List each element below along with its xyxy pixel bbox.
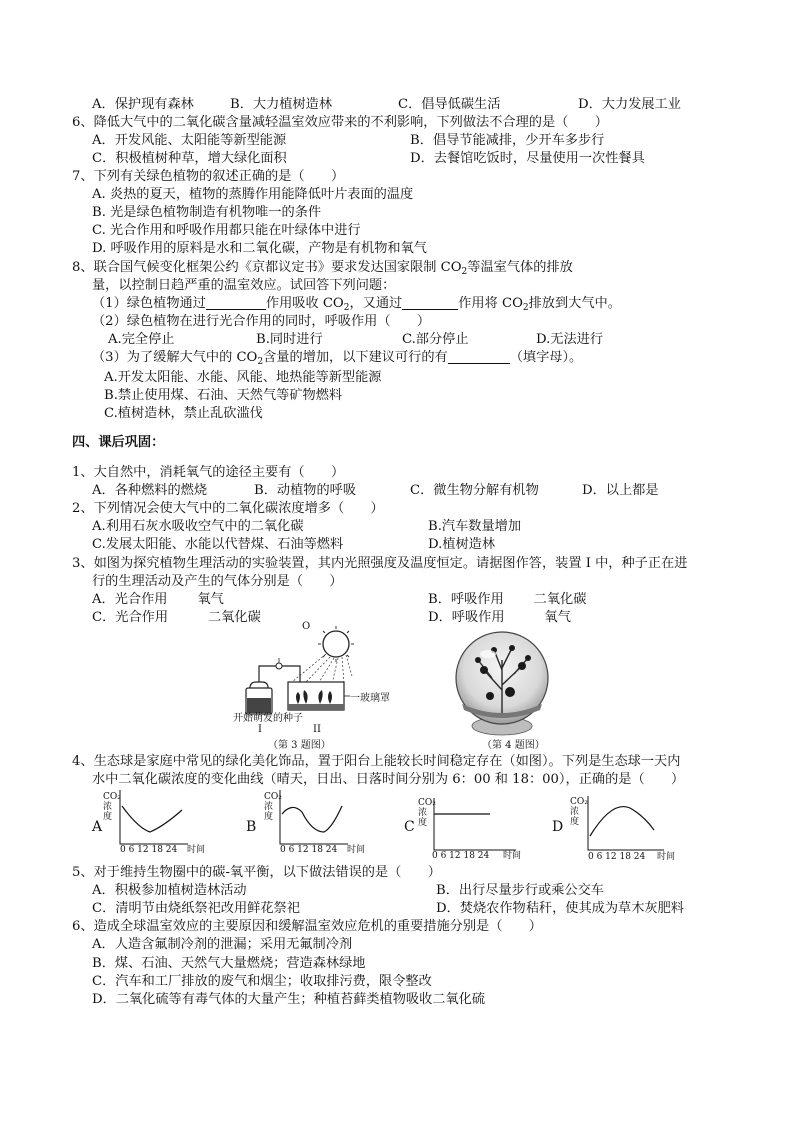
q8-blank-2[interactable] xyxy=(402,295,458,310)
graph-b-letter: B xyxy=(246,819,257,835)
graph-b-ylabel: CO₂ 浓 度 xyxy=(264,792,282,822)
r3-option-d: D．呼吸作用 氧气 xyxy=(428,610,571,625)
graph-d-ylabel: CO₂ 浓 度 xyxy=(570,797,588,827)
graph-c-xlabel: 时间 xyxy=(503,851,522,861)
fig4-caption: （第 4 题图） xyxy=(482,740,545,751)
graph-a-plot xyxy=(116,788,192,850)
r4-stem-line2: 水中二氧化碳浓度的变化曲线（晴天，日出、日落时间分别为 6：00 和 18：00），正确的是（ ） xyxy=(92,772,685,787)
graph-a-ylabel: CO₂ 浓 度 xyxy=(103,792,121,822)
graph-a-xlabel: 时间 xyxy=(187,845,206,855)
q7-option-a: A. 炎热的夏天，植物的蒸腾作用能降低叶片表面的温度 xyxy=(92,187,414,202)
r3-stem-line1: 3、如图为探究植物生理活动的实验装置，其内光照强度及温度恒定。请据图作答，装置 I 中，种子正在进 xyxy=(72,556,688,571)
q8-part3-option-c: C.植树造林，禁止乱砍滥伐 xyxy=(104,406,263,421)
fig3-caption: （第 3 题图） xyxy=(268,740,331,751)
r6-stem: 6、造成全球温室效应的主要原因和缓解温室效应危机的重要措施分别是（ ） xyxy=(72,919,542,934)
figure-4-eco-sphere xyxy=(452,630,552,736)
r1-stem: 1、大自然中，消耗氧气的途径主要有（ ） xyxy=(72,465,345,480)
fig3-label-seed: 开始萌发的种子 xyxy=(233,713,303,724)
r1-option-d: D．以上都是 xyxy=(582,483,659,498)
q8-stem-line2: 量，以控制日趋严重的温室效应。试回答下列问题： xyxy=(92,278,396,293)
q8-blank-1[interactable] xyxy=(206,295,266,310)
graph-d-letter: D xyxy=(552,819,564,835)
q8-blank-3[interactable] xyxy=(448,349,510,364)
q8-part2-option-d: D.无法进行 xyxy=(536,332,604,347)
sun-icon xyxy=(323,631,349,657)
r6-option-c: C．汽车和工厂排放的废气和烟尘；收取排污费，限令整改 xyxy=(92,974,432,989)
graph-a-letter: A xyxy=(92,819,103,835)
q8-part2-option-a: A.完全停止 xyxy=(108,332,175,347)
r6-option-a: A．人造含氟制冷剂的泄漏；采用无氟制冷剂 xyxy=(92,937,353,952)
graph-b-xticks: 0 6 12 18 24 xyxy=(280,845,338,855)
q8-part2-option-b: B.同时进行 xyxy=(256,332,323,347)
fig3-label-cover: 一玻璃罩 xyxy=(350,693,390,704)
r5-option-c: C．清明节由烧纸祭祀改用鲜花祭祀 xyxy=(92,901,300,916)
q8-part1: （1）绿色植物通过 作用吸收 $CO_2$，又通过 作用将 $CO_2$排放到大气中。 xyxy=(92,296,621,313)
q7-option-d: D. 呼吸作用的原料是水和二氧化碳，产物是有机物和氧气 xyxy=(92,241,427,256)
r5-stem: 5、对于维持生物圈中的碳-氧平衡，以下做法错误的是（ ） xyxy=(72,865,441,880)
q8-part2: （2）绿色植物在进行光合作用的同时，呼吸作用（ ） xyxy=(92,314,431,329)
q6-option-a: A．开发风能、太阳能等新型能源 xyxy=(92,133,287,148)
r5-option-d: D．焚烧农作物秸秆，使其成为草木灰肥料 xyxy=(436,901,684,916)
graph-b-xlabel: 时间 xyxy=(347,845,366,855)
r3-option-b: B．呼吸作用 二氧化碳 xyxy=(428,592,587,607)
q7-option-b: B. 光是绿色植物制造有机物唯一的条件 xyxy=(92,205,322,220)
r1-option-b: B．动植物的呼吸 xyxy=(254,483,357,498)
fig3-label-o: O xyxy=(302,621,311,632)
q8-part3-option-b: B.禁止使用煤、石油、天然气等矿物燃料 xyxy=(104,388,343,403)
q6-option-c: C．积极植树种草，增大绿化面积 xyxy=(92,151,287,166)
r2-option-d: D.植树造林 xyxy=(428,537,496,552)
q8-part2-option-c: C.部分停止 xyxy=(402,332,469,347)
q7-option-c: C. 光合作用和呼吸作用都只能在叶绿体中进行 xyxy=(92,223,361,238)
r2-option-c: C.发展太阳能、水能以代替煤、石油等燃料 xyxy=(92,537,344,552)
q7-stem: 7、下列有关绿色植物的叙述正确的是（ ） xyxy=(72,169,345,184)
r3-option-c: C．光合作用 二氧化碳 xyxy=(92,610,261,625)
q6-stem: 6、降低大气中的二氧化碳含量减轻温室效应带来的不利影响，下列做法不合理的是（ ） xyxy=(72,115,608,130)
q5-option-a: A．保护现有森林 xyxy=(92,97,194,112)
q6-option-b: B．倡导节能减排，少开车多步行 xyxy=(410,133,605,148)
graph-a-xticks: 0 6 12 18 24 xyxy=(120,845,178,855)
fig3-label-ii: II xyxy=(313,724,321,735)
q5-option-b: B．大力植树造林 xyxy=(230,97,333,112)
r2-stem: 2、下列情况会使大气中的二氧化碳浓度增多（ ） xyxy=(72,501,384,516)
r3-option-a: A．光合作用 氧气 xyxy=(92,592,224,607)
q5-option-d: D．大力发展工业 xyxy=(578,97,681,112)
graph-d-plot xyxy=(584,794,668,856)
q8-stem-line1: 8、联合国气候变化框架公约《京都议定书》要求发达国家限制 $CO_2$等温室气体的排放 xyxy=(72,260,573,277)
graph-d-xticks: 0 6 12 18 24 xyxy=(588,852,646,862)
r5-option-b: B．出行尽量步行或乘公交车 xyxy=(436,883,604,898)
fig3-label-i: I xyxy=(258,724,262,735)
r6-option-b: B．煤、石油、天然气大量燃烧；营造森林绿地 xyxy=(92,956,366,971)
graph-c-letter: C xyxy=(404,819,415,835)
graph-c-plot xyxy=(430,796,520,856)
r6-option-d: D．二氧化硫等有毒气体的大量产生；种植苔藓类植物吸收二氧化硫 xyxy=(92,992,486,1007)
r5-option-a: A．积极参加植树造林活动 xyxy=(92,883,247,898)
q8-part3: （3）为了缓解大气中的 $CO_2$含量的增加，以下建议可行的有 （填字母）。 xyxy=(92,350,583,367)
r2-option-a: A.利用石灰水吸收空气中的二氧化碳 xyxy=(92,519,304,534)
q8-part3-option-a: A.开发太阳能、水能、风能、地热能等新型能源 xyxy=(104,370,382,385)
graph-b-plot xyxy=(276,788,352,850)
section-heading: 四、课后巩固： xyxy=(72,435,165,450)
r1-option-c: C．微生物分解有机物 xyxy=(410,483,539,498)
r4-stem-line1: 4、生态球是家庭中常见的绿化美化饰品，置于阳台上能较长时间稳定存在（如图）。下列是生态球一天内 xyxy=(72,754,681,769)
q6-option-d: D．去餐馆吃饭时，尽量使用一次性餐具 xyxy=(410,151,645,166)
graph-c-xticks: 0 6 12 18 24 xyxy=(432,851,490,861)
r2-option-b: B.汽车数量增加 xyxy=(428,519,522,534)
graph-d-xlabel: 时间 xyxy=(657,852,676,862)
r1-option-a: A．各种燃料的燃烧 xyxy=(92,483,208,498)
r3-stem-line2: 行的生理活动及产生的气体分别是（ ） xyxy=(92,574,343,589)
q5-option-c: C．倡导低碳生活 xyxy=(398,97,501,112)
graph-c-ylabel: CO₂ 浓 度 xyxy=(418,798,436,828)
